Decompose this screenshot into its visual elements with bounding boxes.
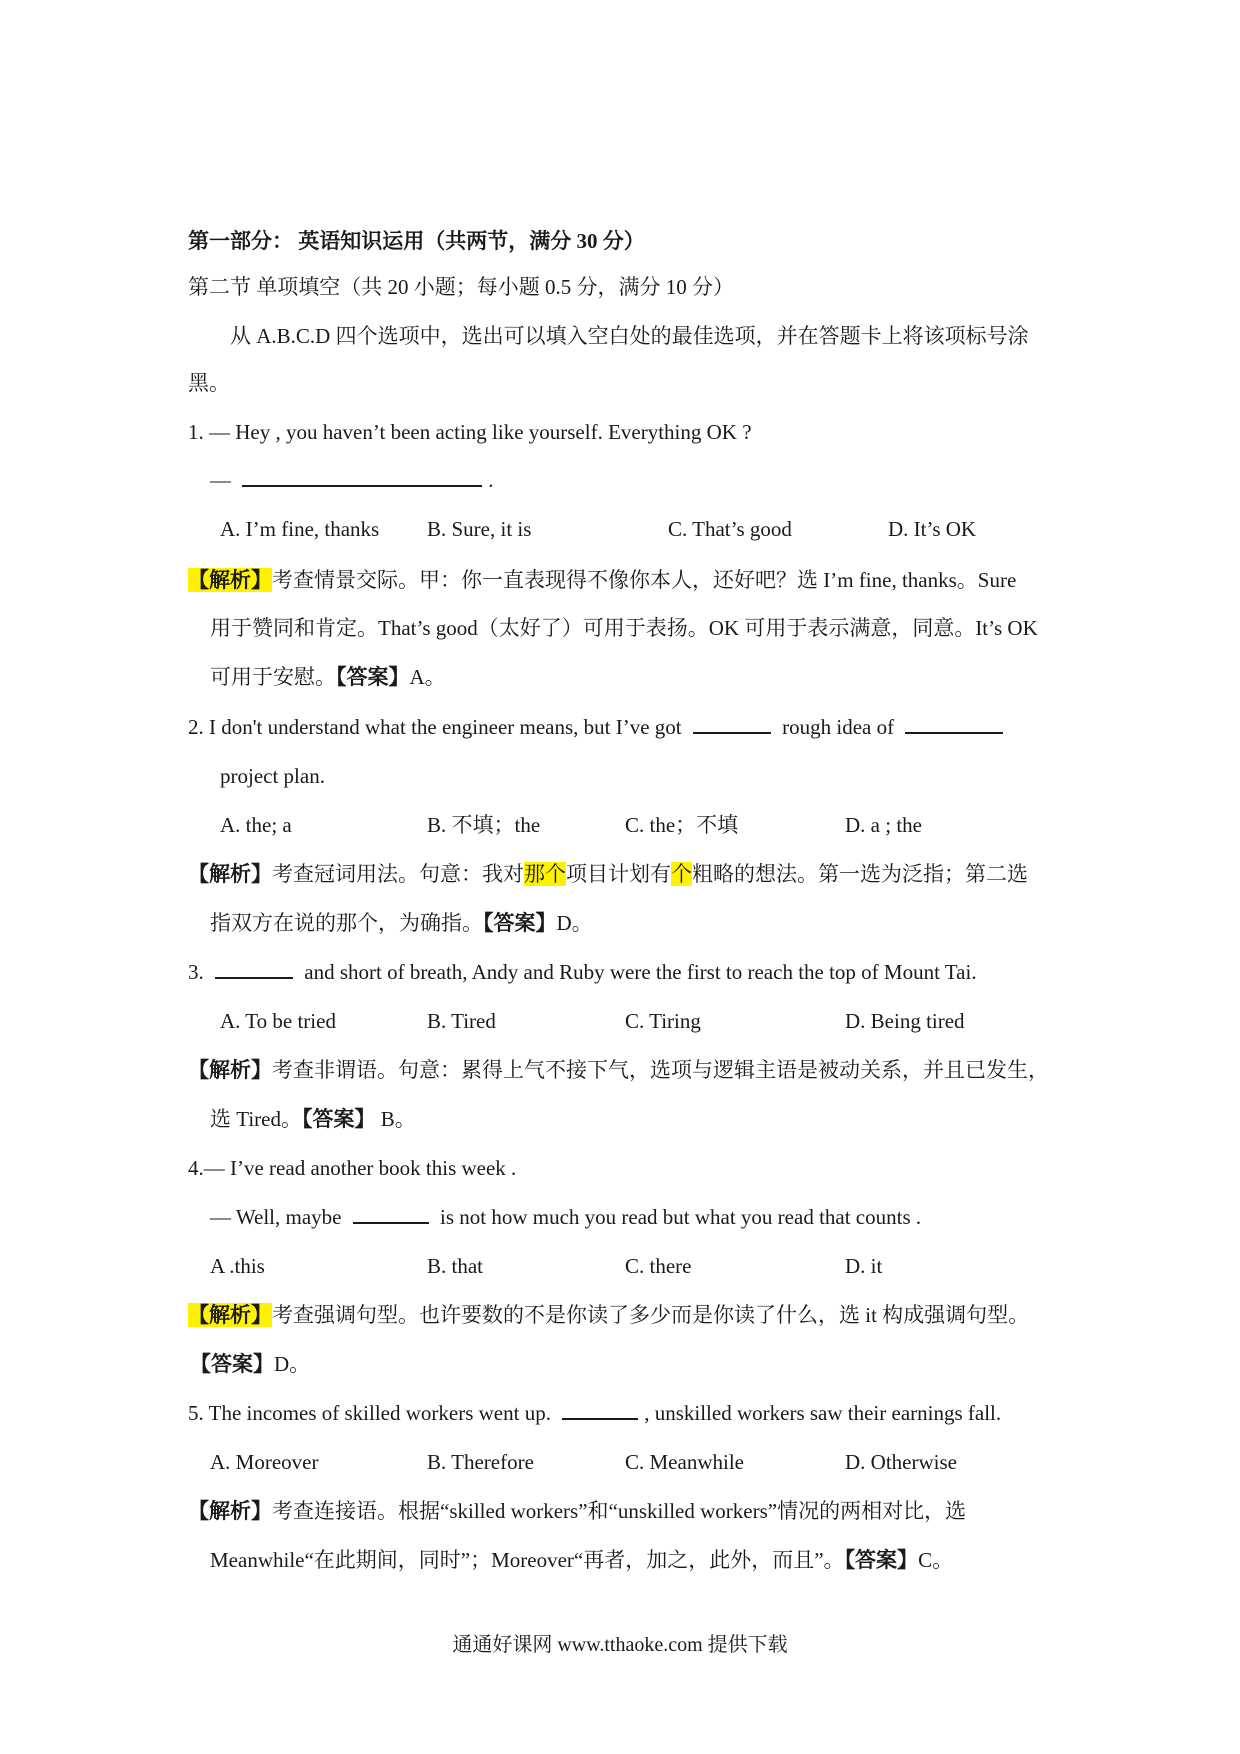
answer-tag: 【答案】	[302, 1107, 376, 1131]
q3-answer: B。	[375, 1107, 416, 1131]
q4-reply-a: — Well, maybe	[210, 1205, 342, 1229]
q3-stem	[188, 957, 977, 987]
q2-option-c: C. the；不填	[625, 813, 739, 837]
q3-analysis-line-1	[188, 1055, 1049, 1085]
q4-option-d: D. it	[845, 1254, 883, 1278]
q3-stem-rest: and short of breath, Andy and Ruby were the first to reach the top of Mount Tai.	[304, 960, 977, 984]
q2-highlight-1: 那个	[524, 862, 566, 886]
q2-option-d: D. a ; the	[845, 813, 922, 837]
q5-blank	[562, 1398, 638, 1420]
q2-option-a: A. the; a	[220, 813, 292, 837]
analysis-tag: 【解析】	[188, 1058, 272, 1082]
q5-analysis-text-1: 考查连接语。根据“skilled workers”和“unskilled workers”情况的两相对比，选	[272, 1499, 967, 1523]
q4-option-c: C. there	[625, 1254, 692, 1278]
answer-tag: 【答案】	[190, 1352, 274, 1376]
q3-analysis-text-2: 选 Tired。	[210, 1107, 302, 1131]
q3-option-d: D. Being tired	[845, 1009, 965, 1033]
q4-blank	[353, 1202, 429, 1224]
section-title: 第二节 单项填空（共 20 小题；每小题 0.5 分，满分 10 分）	[188, 275, 734, 299]
q1-answer-blank	[242, 465, 482, 487]
q5-option-d: D. Otherwise	[845, 1450, 957, 1474]
q4-reply-b: is not how much you read but what you read that counts .	[439, 1205, 922, 1229]
q2-analysis-text-2: 指双方在说的那个，为确指。	[210, 911, 483, 935]
q2-analysis-c: 粗略的想法。第一选为泛指；第二选	[692, 862, 1028, 886]
q3-blank	[215, 957, 293, 979]
q3-analysis-line-2	[210, 1104, 416, 1134]
q1-reply	[210, 465, 494, 495]
q1-reply-dash: —	[210, 468, 231, 492]
q2-blank-1	[693, 712, 771, 734]
q1-answer: A。	[409, 665, 446, 689]
q2-stem-a: 2. I don't understand what the engineer means, but I’ve got	[188, 715, 682, 739]
answer-tag: 【答案】	[844, 1548, 919, 1572]
q4-analysis-text-1: 考查强调句型。也许要数的不是你读了多少而是你读了什么，选 it 构成强调句型。	[272, 1303, 1030, 1327]
q5-stem-a: 5. The incomes of skilled workers went up.	[188, 1401, 551, 1425]
q4-reply	[210, 1202, 921, 1232]
analysis-tag: 【解析】	[188, 568, 272, 592]
q5-analysis-line-2	[210, 1545, 953, 1575]
q4-option-b: B. that	[427, 1254, 483, 1278]
q4-answer: D。	[274, 1352, 311, 1376]
q5-analysis-text-2: Meanwhile“在此期间，同时”；Moreover“再者，加之，此外，而且”。	[210, 1548, 845, 1572]
q3-option-b: B. Tired	[427, 1009, 496, 1033]
q1-reply-end: .	[488, 468, 494, 492]
q5-stem-b: , unskilled workers saw their earnings fall.	[644, 1401, 1002, 1425]
q3-stem-num: 3.	[188, 960, 204, 984]
q1-analysis-text-1: 考查情景交际。甲：你一直表现得不像你本人，还好吧？选 I’m fine, thanks。Sure	[272, 568, 1017, 592]
analysis-tag: 【解析】	[188, 1499, 272, 1523]
q2-stem-b: rough idea of	[782, 715, 895, 739]
q5-option-b: B. Therefore	[427, 1450, 534, 1474]
q4-analysis-line-1	[188, 1300, 1029, 1330]
q2-stem	[188, 712, 1009, 742]
analysis-tag: 【解析】	[188, 862, 272, 886]
q2-blank-2	[905, 712, 1003, 734]
instruction-line-1: 从 A.B.C.D 四个选项中，选出可以填入空白处的最佳选项，并在答题卡上将该项标号涂	[230, 324, 1029, 348]
q1-analysis-line-2: 用于赞同和肯定。That’s good（太好了）可用于表扬。OK 可用于表示满意，同意。It’s OK	[210, 616, 1038, 640]
instruction-line-2: 黑。	[188, 371, 230, 395]
q4-option-a: A .this	[210, 1254, 265, 1278]
q2-option-b: B. 不填；the	[427, 813, 541, 837]
q2-answer: D。	[556, 911, 593, 935]
q2-highlight-2: 个	[671, 862, 692, 886]
q2-analysis-a: 考查冠词用法。句意：我对	[272, 862, 524, 886]
q3-option-a: A. To be tried	[220, 1009, 336, 1033]
q4-stem: 4.— I’ve read another book this week .	[188, 1156, 517, 1180]
q1-analysis-line-3	[210, 662, 446, 692]
q1-option-c: C. That’s good	[668, 517, 792, 541]
q3-option-c: C. Tiring	[625, 1009, 701, 1033]
answer-tag: 【答案】	[483, 911, 557, 935]
q2-analysis-line-1	[188, 859, 1028, 889]
q1-analysis-line-1	[188, 565, 1016, 595]
q2-analysis-line-2	[210, 908, 593, 938]
q1-option-b: B. Sure, it is	[427, 517, 532, 541]
part-title: 第一部分： 英语知识运用（共两节，满分 30 分）	[188, 229, 645, 253]
q1-stem: 1. — Hey , you haven’t been acting like yourself. Everything OK ?	[188, 420, 752, 444]
q3-analysis-text-1: 考查非谓语。句意：累得上气不接下气，选项与逻辑主语是被动关系，并且已发生，	[272, 1058, 1049, 1082]
q5-stem	[188, 1398, 1001, 1428]
analysis-tag: 【解析】	[188, 1303, 272, 1327]
q4-analysis-line-2	[190, 1349, 310, 1379]
footer-credit: 通通好课网 www.tthaoke.com 提供下载	[452, 1634, 788, 1656]
q1-analysis-text-3: 可用于安慰。	[210, 665, 336, 689]
q1-option-d: D. It’s OK	[888, 517, 977, 541]
q2-analysis-b: 项目计划有	[566, 862, 671, 886]
q5-option-a: A. Moreover	[210, 1450, 319, 1474]
q1-option-a: A. I’m fine, thanks	[220, 517, 380, 541]
q5-analysis-line-1	[188, 1496, 966, 1526]
q5-option-c: C. Meanwhile	[625, 1450, 744, 1474]
answer-tag: 【答案】	[336, 665, 410, 689]
q2-stem-c: project plan.	[220, 764, 325, 788]
q5-answer: C。	[918, 1548, 954, 1572]
